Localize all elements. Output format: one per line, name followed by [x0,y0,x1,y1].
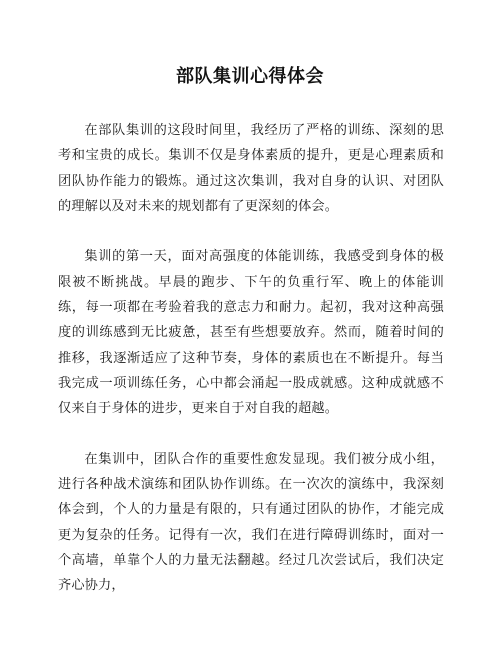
document-title: 部队集训心得体会 [176,66,324,87]
document-body [58,118,444,624]
paragraph-2: 集训的第一天，面对高强度的体能训练，我感受到身体的极限被不断挑战。早晨的跑步、下午的负重行军、晚上的体能训练，每一项都在考验着我的意志力和耐力。起初，我对这种高强度的训练感到无比疲惫，甚至有些想要放弃。然而，随着时间的推移，我逐渐适应了这种节奏，身体的素质也在不断提升。每当我完成一项训练任务，心中都会涌起一股成就感。这种成就感不仅来自于身体的进步，更来自于对自我的超越。 [58,249,444,417]
paragraph-1: 在部队集训的这段时间里，我经历了严格的训练、深刻的思考和宝贵的成长。集训不仅是身体素质的提升，更是心理素质和团队协作能力的锻炼。通过这次集训，我对自身的认识、对团队的理解以及对未来的规划都有了更深刻的体会。 [58,123,444,214]
paragraph-3: 在集训中，团队合作的重要性愈发显现。我们被分成小组，进行各种战术演练和团队协作训练。在一次次的演练中，我深刻体会到，个人的力量是有限的，只有通过团队的协作，才能完成更为复杂的任务。记得有一次，我们在进行障碍训练时，面对一个高墙，单靠个人的力量无法翻越。经过几次尝试后，我们决定齐心协力， [58,451,444,594]
